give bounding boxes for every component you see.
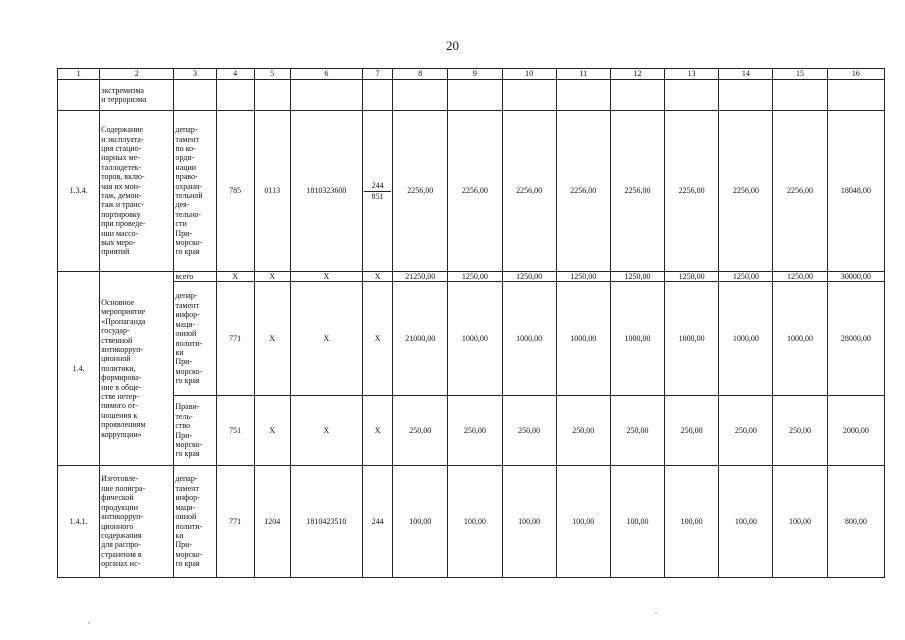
value-cell bbox=[665, 80, 719, 111]
value-cell: 1000,00 bbox=[665, 282, 719, 396]
column-number: 3 bbox=[174, 69, 216, 80]
table-row bbox=[58, 282, 885, 396]
value-cell: 2256,00 bbox=[773, 111, 827, 272]
column-number: 12 bbox=[610, 69, 664, 80]
value-cell: 1250,00 bbox=[610, 272, 664, 282]
value-cell: 250,00 bbox=[393, 396, 448, 466]
value-cell: 100,00 bbox=[448, 466, 502, 578]
value-cell: 100,00 bbox=[393, 466, 448, 578]
section-code: 1204 bbox=[254, 466, 290, 578]
value-cell: 1250,00 bbox=[665, 272, 719, 282]
table-row bbox=[58, 272, 885, 282]
value-cell: 1000,00 bbox=[719, 282, 773, 396]
value-cell: 1000,00 bbox=[502, 282, 556, 396]
executor: всего bbox=[174, 272, 216, 282]
table-row bbox=[58, 466, 885, 578]
executor bbox=[174, 80, 216, 111]
value-cell bbox=[502, 80, 556, 111]
value-cell: 1250,00 bbox=[556, 272, 610, 282]
value-cell bbox=[393, 80, 448, 111]
total-cell: 28000,00 bbox=[827, 282, 884, 396]
value-cell: 100,00 bbox=[502, 466, 556, 578]
column-number: 2 bbox=[100, 69, 174, 80]
grbs-code: 771 bbox=[216, 282, 254, 396]
value-cell: 250,00 bbox=[665, 396, 719, 466]
column-number: 8 bbox=[393, 69, 448, 80]
value-cell: 1000,00 bbox=[448, 282, 502, 396]
budget-table bbox=[57, 68, 885, 578]
item-name: Основное мероприятие «Пропаганда государ- ственной антикорруп- ционной политики, формирова- ние в обще- стве нетер- пимого от- ношения к проявлениям коррупции» bbox=[100, 272, 174, 466]
value-cell: 250,00 bbox=[773, 396, 827, 466]
item-name: Содержание и эксплуата- ция стацио- нарных ме- таллодетек- торов, вклю- чая их мон- таж, демон- таж и транс- портировку при проведе- нии массо- вых меро- приятий bbox=[100, 111, 174, 272]
total-cell: 2000,00 bbox=[827, 396, 884, 466]
grbs-code: 751 bbox=[216, 396, 254, 466]
value-cell: 1250,00 bbox=[502, 272, 556, 282]
value-cell: 250,00 bbox=[719, 396, 773, 466]
section-code bbox=[254, 80, 290, 111]
expense-type-code-851: 851 bbox=[364, 191, 391, 201]
value-cell: 2256,00 bbox=[502, 111, 556, 272]
value-cell: 250,00 bbox=[502, 396, 556, 466]
value-cell: 2256,00 bbox=[448, 111, 502, 272]
target-article-code: X bbox=[290, 272, 362, 282]
total-cell: 18048,00 bbox=[827, 111, 884, 272]
scan-speck bbox=[88, 622, 90, 624]
value-cell: 100,00 bbox=[719, 466, 773, 578]
value-cell: 100,00 bbox=[773, 466, 827, 578]
scan-speck bbox=[655, 612, 657, 614]
grbs-code bbox=[216, 80, 254, 111]
total-cell: 800,00 bbox=[827, 466, 884, 578]
value-cell: 2256,00 bbox=[719, 111, 773, 272]
item-number bbox=[58, 80, 100, 111]
value-cell: 2256,00 bbox=[610, 111, 664, 272]
value-cell bbox=[610, 80, 664, 111]
item-number: 1.4.1. bbox=[58, 466, 100, 578]
column-number: 11 bbox=[556, 69, 610, 80]
total-cell: 30000,00 bbox=[827, 272, 884, 282]
section-code: 0113 bbox=[254, 111, 290, 272]
expense-type-code bbox=[363, 80, 393, 111]
value-cell bbox=[556, 80, 610, 111]
value-cell: 100,00 bbox=[556, 466, 610, 578]
target-article-code: X bbox=[290, 396, 362, 466]
target-article-code: 1810323600 bbox=[290, 111, 362, 272]
value-cell: 1000,00 bbox=[556, 282, 610, 396]
item-number: 1.4. bbox=[58, 272, 100, 466]
table-row bbox=[58, 80, 885, 111]
grbs-code: X bbox=[216, 272, 254, 282]
column-number: 15 bbox=[773, 69, 827, 80]
executor: Прави- тель- ство При- морско- го края bbox=[174, 396, 216, 466]
value-cell: 250,00 bbox=[448, 396, 502, 466]
column-number: 13 bbox=[665, 69, 719, 80]
column-number: 16 bbox=[827, 69, 884, 80]
table-row bbox=[58, 396, 885, 466]
executor: депар- тамент по ко- орди- нации право- охрани- тельной дея- тельно- сти При- морско- го края bbox=[174, 111, 216, 272]
expense-type-code: 244 bbox=[363, 466, 393, 578]
expense-type-code: X bbox=[363, 272, 393, 282]
column-number: 4 bbox=[216, 69, 254, 80]
expense-type-code-244: 244 bbox=[371, 181, 384, 191]
value-cell: 2256,00 bbox=[665, 111, 719, 272]
item-name: Изготовле- ние полигра- фической продукции антикорруп- ционного содержания для распро- странения в органах ис- bbox=[100, 466, 174, 578]
value-cell bbox=[448, 80, 502, 111]
value-cell: 2256,00 bbox=[393, 111, 448, 272]
column-number: 14 bbox=[719, 69, 773, 80]
executor: депар- тамент инфор- маци- онной полити- ки При- морско- го края bbox=[174, 282, 216, 396]
value-cell: 1250,00 bbox=[719, 272, 773, 282]
target-article-code bbox=[290, 80, 362, 111]
column-number: 6 bbox=[290, 69, 362, 80]
column-number: 10 bbox=[502, 69, 556, 80]
column-number: 5 bbox=[254, 69, 290, 80]
value-cell: 1250,00 bbox=[773, 272, 827, 282]
value-cell: 250,00 bbox=[610, 396, 664, 466]
item-number: 1.3.4. bbox=[58, 111, 100, 272]
target-article-code: 1810423510 bbox=[290, 466, 362, 578]
value-cell: 1000,00 bbox=[610, 282, 664, 396]
value-cell bbox=[773, 80, 827, 111]
value-cell: 1000,00 bbox=[773, 282, 827, 396]
column-number: 1 bbox=[58, 69, 100, 80]
column-number: 7 bbox=[363, 69, 393, 80]
section-code: X bbox=[254, 282, 290, 396]
grbs-code: 785 bbox=[216, 111, 254, 272]
expense-type-code: X bbox=[363, 282, 393, 396]
value-cell: 2256,00 bbox=[556, 111, 610, 272]
executor: депар- тамент инфор- маци- онной полити- ки При- морско- го края bbox=[174, 466, 216, 578]
value-cell: 21250,00 bbox=[393, 272, 448, 282]
target-article-code: X bbox=[290, 282, 362, 396]
value-cell bbox=[827, 80, 884, 111]
table-row bbox=[58, 111, 885, 272]
value-cell: 100,00 bbox=[610, 466, 664, 578]
section-code: X bbox=[254, 272, 290, 282]
value-cell: 1250,00 bbox=[448, 272, 502, 282]
value-cell bbox=[719, 80, 773, 111]
value-cell: 21000,00 bbox=[393, 282, 448, 396]
page-number: 20 bbox=[446, 38, 459, 53]
value-cell: 100,00 bbox=[665, 466, 719, 578]
item-name: экстремизма и терроризма bbox=[100, 80, 174, 111]
column-number: 9 bbox=[448, 69, 502, 80]
expense-type-code: X bbox=[363, 396, 393, 466]
section-code: X bbox=[254, 396, 290, 466]
column-number-header-row bbox=[58, 69, 885, 80]
grbs-code: 771 bbox=[216, 466, 254, 578]
value-cell: 250,00 bbox=[556, 396, 610, 466]
expense-type-code bbox=[363, 111, 393, 272]
